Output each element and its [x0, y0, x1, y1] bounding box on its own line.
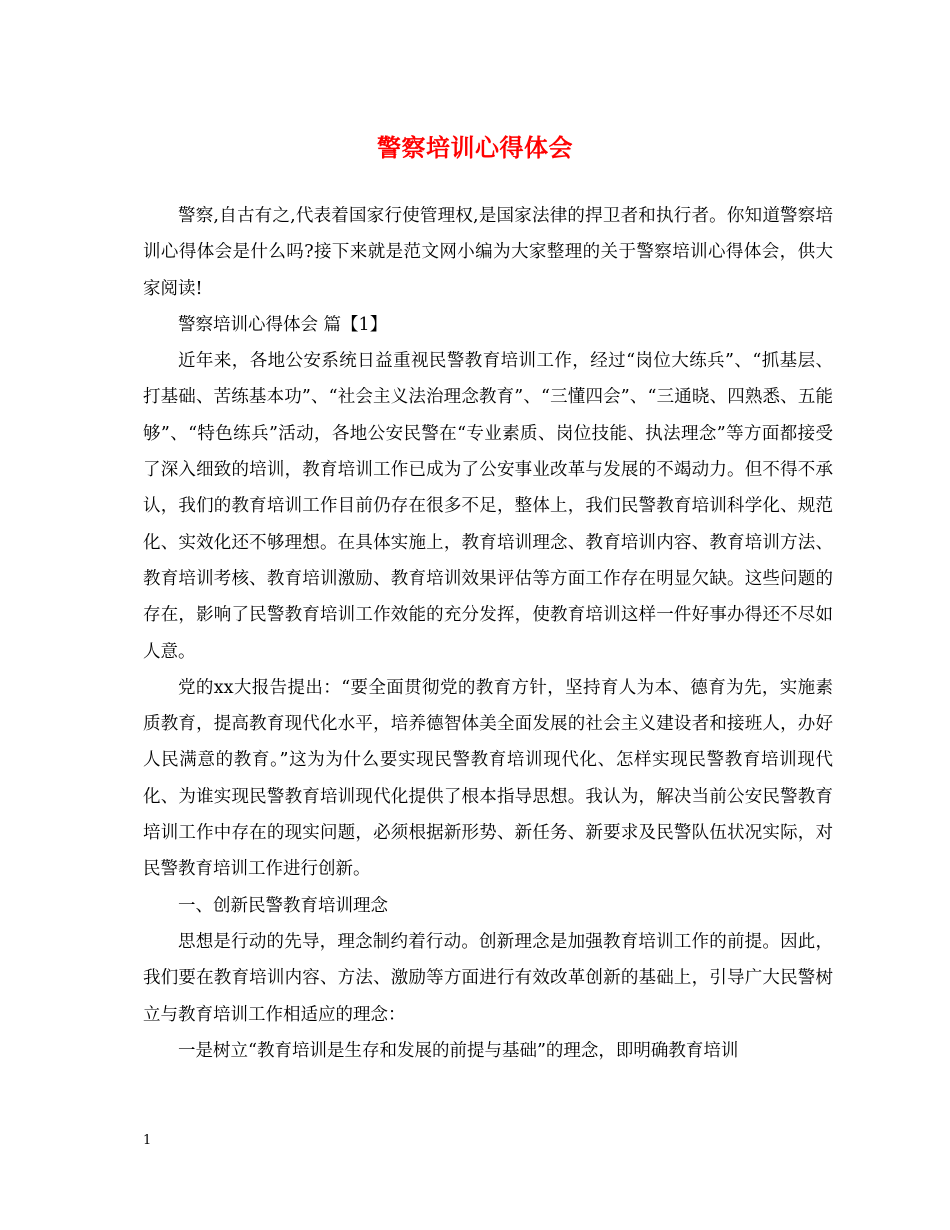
document-body [143, 198, 833, 1069]
section-heading-1: 警察培训心得体会 篇【1】 [178, 314, 388, 335]
subsection-heading: 一、创新民警教育培训理念 [178, 895, 388, 916]
body-paragraph: 思想是行动的先导，理念制约着行动。创新理念是加强教育培训工作的前提。因此，我们要在教育培训内容、方法、激励等方面进行有效改革创新的基础上，引导广大民警树立与教育培训工作相适应的理念： [143, 931, 833, 1025]
document-title: 警察培训心得体会 [377, 133, 573, 162]
intro-paragraph: 警察,自古有之,代表着国家行使管理权,是国家法律的捍卫者和执行者。你知道警察培训心得体会是什么吗?接下来就是范文网小编为大家整理的关于警察培训心得体会，供大家阅读! [143, 206, 833, 299]
page-number: 1 [143, 1133, 152, 1148]
body-paragraph: 党的xx大报告提出：“要全面贯彻党的教育方针，坚持育人为本、德育为先，实施素质教育，提高教育现代化水平，培养德智体美全面发展的社会主义建设者和接班人，办好人民满意的教育。”这为为什么要实现民警教育培训现代化、怎样实现民警教育培训现代化、为谁实现民警教育培训现代化提供了根本指导思想。我认为，解决当前公安民警教育培训工作中存在的现实问题，必须根据新形势、新任务、新要求及民警队伍状况实际，对民警教育培训工作进行创新。 [143, 677, 833, 880]
body-paragraph: 一是树立“教育培训是生存和发展的前提与基础”的理念，即明确教育培训 [178, 1040, 739, 1061]
body-paragraph: 近年来，各地公安系统日益重视民警教育培训工作，经过“岗位大练兵”、“抓基层、打基础、苦练基本功”、“社会主义法治理念教育”、“三懂四会”、“三通晓、四熟悉、五能够”、“特色练兵”活动，各地公安民警在“专业素质、岗位技能、执法理念”等方面都接受了深入细致的培训，教育培训工作已成为了公安事业改革与发展的不竭动力。但不得不承认，我们的教育培训工作目前仍存在很多不足，整体上，我们民警教育培训科学化、规范化、实效化还不够理想。在具体实施上，教育培训理念、教育培训内容、教育培训方法、教育培训考核、教育培训激励、教育培训效果评估等方面工作存在明显欠缺。这些问题的存在，影响了民警教育培训工作效能的充分发挥，使教育培训这样一件好事办得还不尽如人意。 [143, 351, 833, 662]
